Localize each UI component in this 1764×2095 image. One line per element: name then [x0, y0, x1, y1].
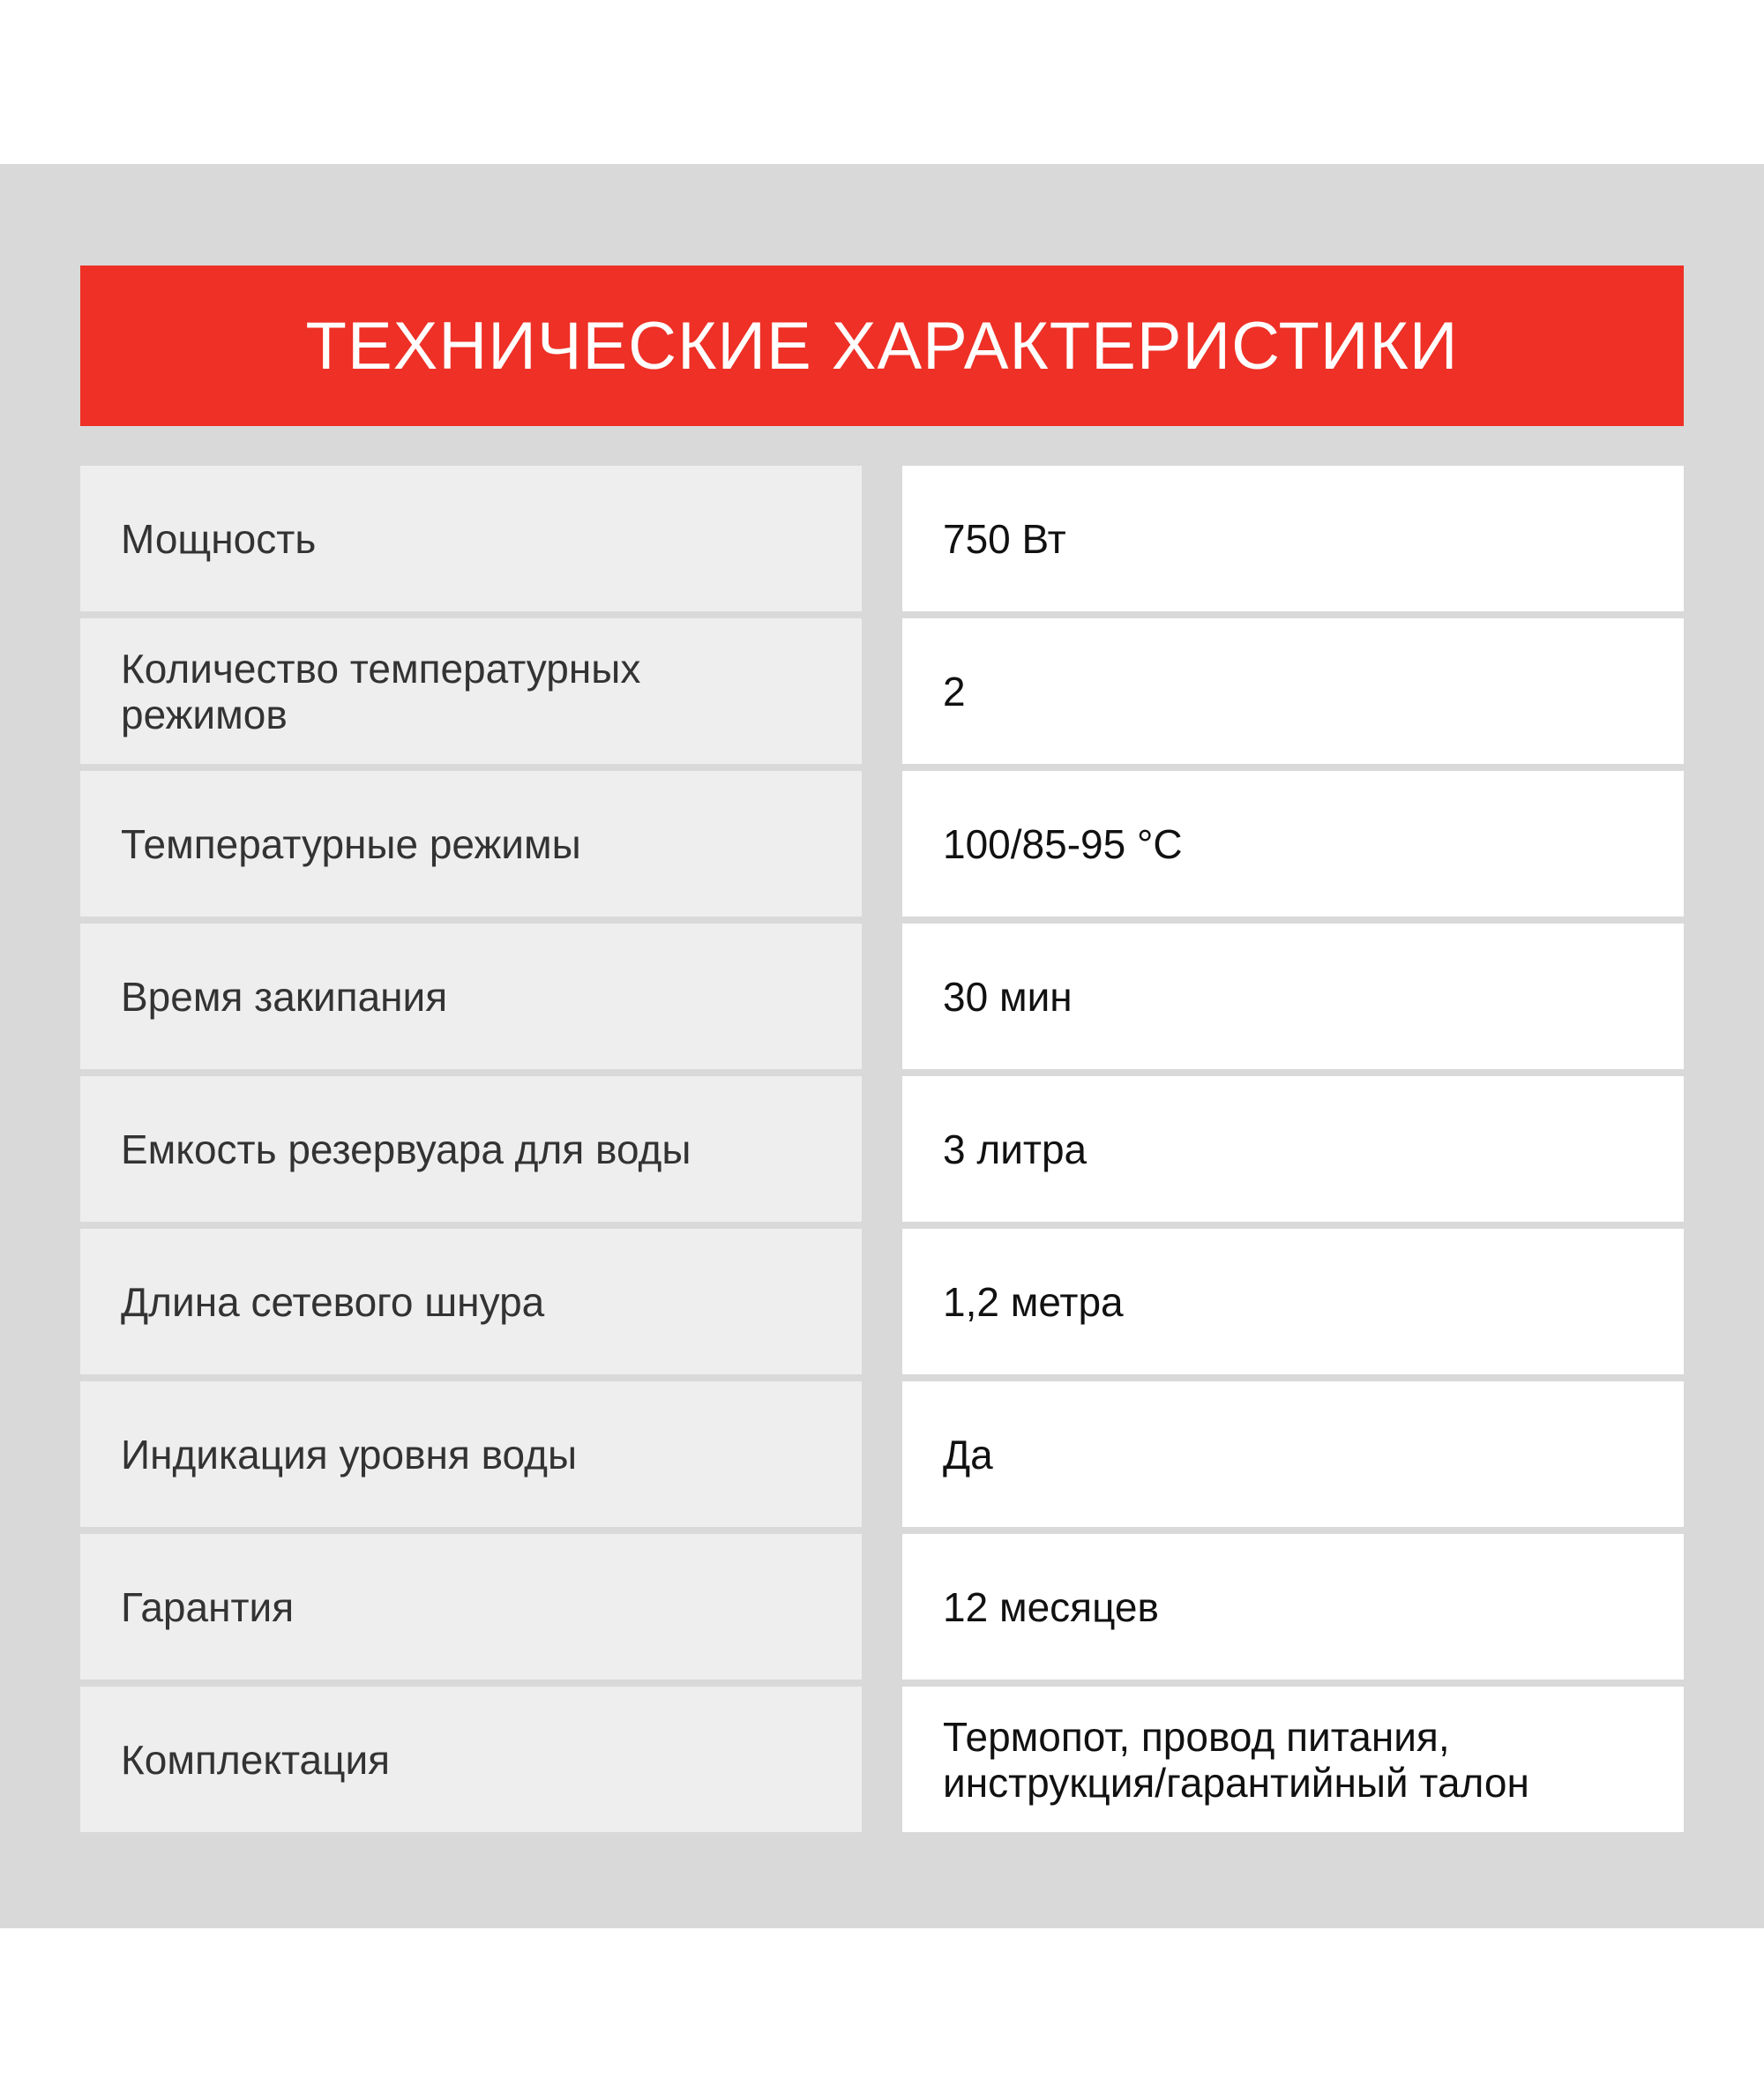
- spec-value-cell: [902, 618, 1684, 764]
- spec-label-cell: [80, 924, 862, 1069]
- title-banner: [80, 266, 1684, 426]
- spec-label-cell: [80, 1687, 862, 1832]
- spec-label: Комплектация: [121, 1736, 391, 1783]
- spec-label: Время закипания: [121, 973, 448, 1020]
- spec-value: 3 литра: [943, 1126, 1088, 1172]
- spec-value-cell: [902, 1381, 1684, 1527]
- spec-label: Длина сетевого шнура: [121, 1278, 545, 1325]
- spec-value: Термопот, провод питания, инструкция/гарантийный талон: [943, 1713, 1529, 1806]
- spec-label: Мощность: [121, 515, 317, 562]
- spec-row: [80, 1534, 1684, 1680]
- spec-value: 2: [943, 668, 966, 715]
- spec-label-cell: [80, 771, 862, 917]
- spec-label-cell: [80, 1381, 862, 1527]
- spec-label-cell: [80, 1534, 862, 1680]
- spec-label-cell: [80, 466, 862, 611]
- spec-value-cell: [902, 1687, 1684, 1832]
- spec-value-cell: [902, 1534, 1684, 1680]
- spec-label-cell: [80, 1076, 862, 1222]
- spec-value: 12 месяцев: [943, 1583, 1159, 1630]
- spec-label: Количество температурных режимов: [121, 645, 641, 737]
- spec-row: [80, 1076, 1684, 1222]
- spec-value-cell: [902, 466, 1684, 611]
- spec-row: [80, 466, 1684, 611]
- spec-label: Емкость резервуара для воды: [121, 1126, 691, 1172]
- spec-value: 750 Вт: [943, 515, 1066, 562]
- spec-value-cell: [902, 1229, 1684, 1374]
- spec-value: Да: [943, 1431, 993, 1478]
- spec-row: [80, 1381, 1684, 1527]
- spec-row: [80, 1229, 1684, 1374]
- spec-label: Температурные режимы: [121, 820, 581, 867]
- spec-value-cell: [902, 771, 1684, 917]
- page-title: ТЕХНИЧЕСКИЕ ХАРАКТЕРИСТИКИ: [305, 308, 1459, 384]
- spec-label: Гарантия: [121, 1583, 295, 1630]
- spec-value: 30 мин: [943, 973, 1073, 1020]
- spec-label-cell: [80, 618, 862, 764]
- spec-value: 1,2 метра: [943, 1278, 1124, 1325]
- spec-value: 100/85-95 °С: [943, 820, 1183, 867]
- spec-row: [80, 771, 1684, 917]
- spec-table: [80, 466, 1684, 1839]
- spec-value-cell: [902, 1076, 1684, 1222]
- spec-label: Индикация уровня воды: [121, 1431, 578, 1478]
- spec-value-cell: [902, 924, 1684, 1069]
- spec-row: [80, 924, 1684, 1069]
- spec-label-cell: [80, 1229, 862, 1374]
- spec-row: [80, 1687, 1684, 1832]
- spec-row: [80, 618, 1684, 764]
